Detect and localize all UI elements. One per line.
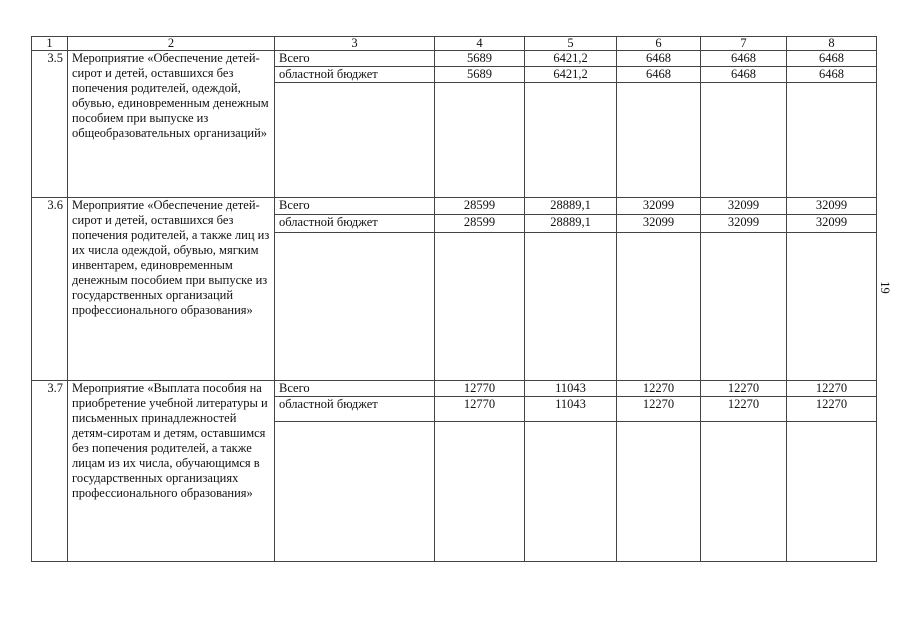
value-cell: 12270 bbox=[617, 381, 701, 397]
funding-source: областной бюджет bbox=[275, 67, 435, 83]
value-cell: 6421,2 bbox=[525, 67, 617, 83]
value-cell: 32099 bbox=[701, 198, 787, 215]
value-cell: 11043 bbox=[525, 397, 617, 422]
activity-description: Мероприятие «Выплата пособия на приобретение учебной литературы и письменных принадлежностей детям-сиротам и детям, оставшимся без попечения родителей, а также лицам из их числа, обучающимся в государственных организациях профессионального образования» bbox=[68, 381, 275, 562]
value-cell: 12270 bbox=[787, 381, 877, 397]
value-cell: 6468 bbox=[701, 51, 787, 67]
value-cell: 28889,1 bbox=[525, 198, 617, 215]
value-cell: 32099 bbox=[617, 198, 701, 215]
empty-cell bbox=[525, 422, 617, 562]
funding-source: Всего bbox=[275, 381, 435, 397]
table-row bbox=[32, 51, 877, 67]
value-cell: 12270 bbox=[701, 397, 787, 422]
value-cell: 5689 bbox=[435, 67, 525, 83]
funding-source: областной бюджет bbox=[275, 397, 435, 422]
table-row bbox=[32, 198, 877, 215]
header-cell: 3 bbox=[275, 37, 435, 51]
empty-cell bbox=[525, 233, 617, 381]
table-row bbox=[32, 381, 877, 397]
empty-cell bbox=[617, 83, 701, 198]
value-cell: 12770 bbox=[435, 381, 525, 397]
empty-cell bbox=[435, 422, 525, 562]
empty-cell bbox=[525, 83, 617, 198]
value-cell: 32099 bbox=[701, 215, 787, 233]
value-cell: 6468 bbox=[617, 67, 701, 83]
value-cell: 28889,1 bbox=[525, 215, 617, 233]
empty-cell bbox=[275, 83, 435, 198]
empty-cell bbox=[275, 233, 435, 381]
activity-description: Мероприятие «Обеспечение детей-сирот и детей, оставшихся без попечения родителей, а также лиц из их числа одеждой, обувью, мягким инвентарем, единовременным денежным пособием при выпуске из государственных организаций профессионального образования» bbox=[68, 198, 275, 381]
value-cell: 28599 bbox=[435, 215, 525, 233]
value-cell: 32099 bbox=[787, 198, 877, 215]
value-cell: 12270 bbox=[701, 381, 787, 397]
empty-cell bbox=[787, 422, 877, 562]
value-cell: 32099 bbox=[617, 215, 701, 233]
row-number: 3.6 bbox=[32, 198, 68, 381]
empty-cell bbox=[275, 422, 435, 562]
empty-cell bbox=[787, 233, 877, 381]
header-cell: 7 bbox=[701, 37, 787, 51]
value-cell: 12770 bbox=[435, 397, 525, 422]
header-cell: 1 bbox=[32, 37, 68, 51]
value-cell: 12270 bbox=[617, 397, 701, 422]
empty-cell bbox=[701, 233, 787, 381]
value-cell: 5689 bbox=[435, 51, 525, 67]
funding-source: Всего bbox=[275, 51, 435, 67]
funding-source: областной бюджет bbox=[275, 215, 435, 233]
value-cell: 6468 bbox=[787, 67, 877, 83]
empty-cell bbox=[617, 233, 701, 381]
header-cell: 6 bbox=[617, 37, 701, 51]
header-cell: 5 bbox=[525, 37, 617, 51]
header-cell: 8 bbox=[787, 37, 877, 51]
empty-cell bbox=[701, 422, 787, 562]
empty-cell bbox=[617, 422, 701, 562]
value-cell: 11043 bbox=[525, 381, 617, 397]
row-number: 3.5 bbox=[32, 51, 68, 198]
value-cell: 28599 bbox=[435, 198, 525, 215]
empty-cell bbox=[435, 233, 525, 381]
page-number: 19 bbox=[877, 281, 892, 294]
header-row bbox=[32, 37, 877, 51]
value-cell: 12270 bbox=[787, 397, 877, 422]
value-cell: 6468 bbox=[701, 67, 787, 83]
header-cell: 4 bbox=[435, 37, 525, 51]
value-cell: 6468 bbox=[787, 51, 877, 67]
header-cell: 2 bbox=[68, 37, 275, 51]
row-number: 3.7 bbox=[32, 381, 68, 562]
empty-cell bbox=[701, 83, 787, 198]
empty-cell bbox=[787, 83, 877, 198]
funding-source: Всего bbox=[275, 198, 435, 215]
value-cell: 32099 bbox=[787, 215, 877, 233]
empty-cell bbox=[435, 83, 525, 198]
activity-description: Мероприятие «Обеспечение детей-сирот и детей, оставшихся без попечения родителей, одеждой, обувью, единовременным денежным пособием при выпуске из общеобразовательных организаций» bbox=[68, 51, 275, 198]
budget-table bbox=[31, 36, 877, 562]
value-cell: 6421,2 bbox=[525, 51, 617, 67]
value-cell: 6468 bbox=[617, 51, 701, 67]
